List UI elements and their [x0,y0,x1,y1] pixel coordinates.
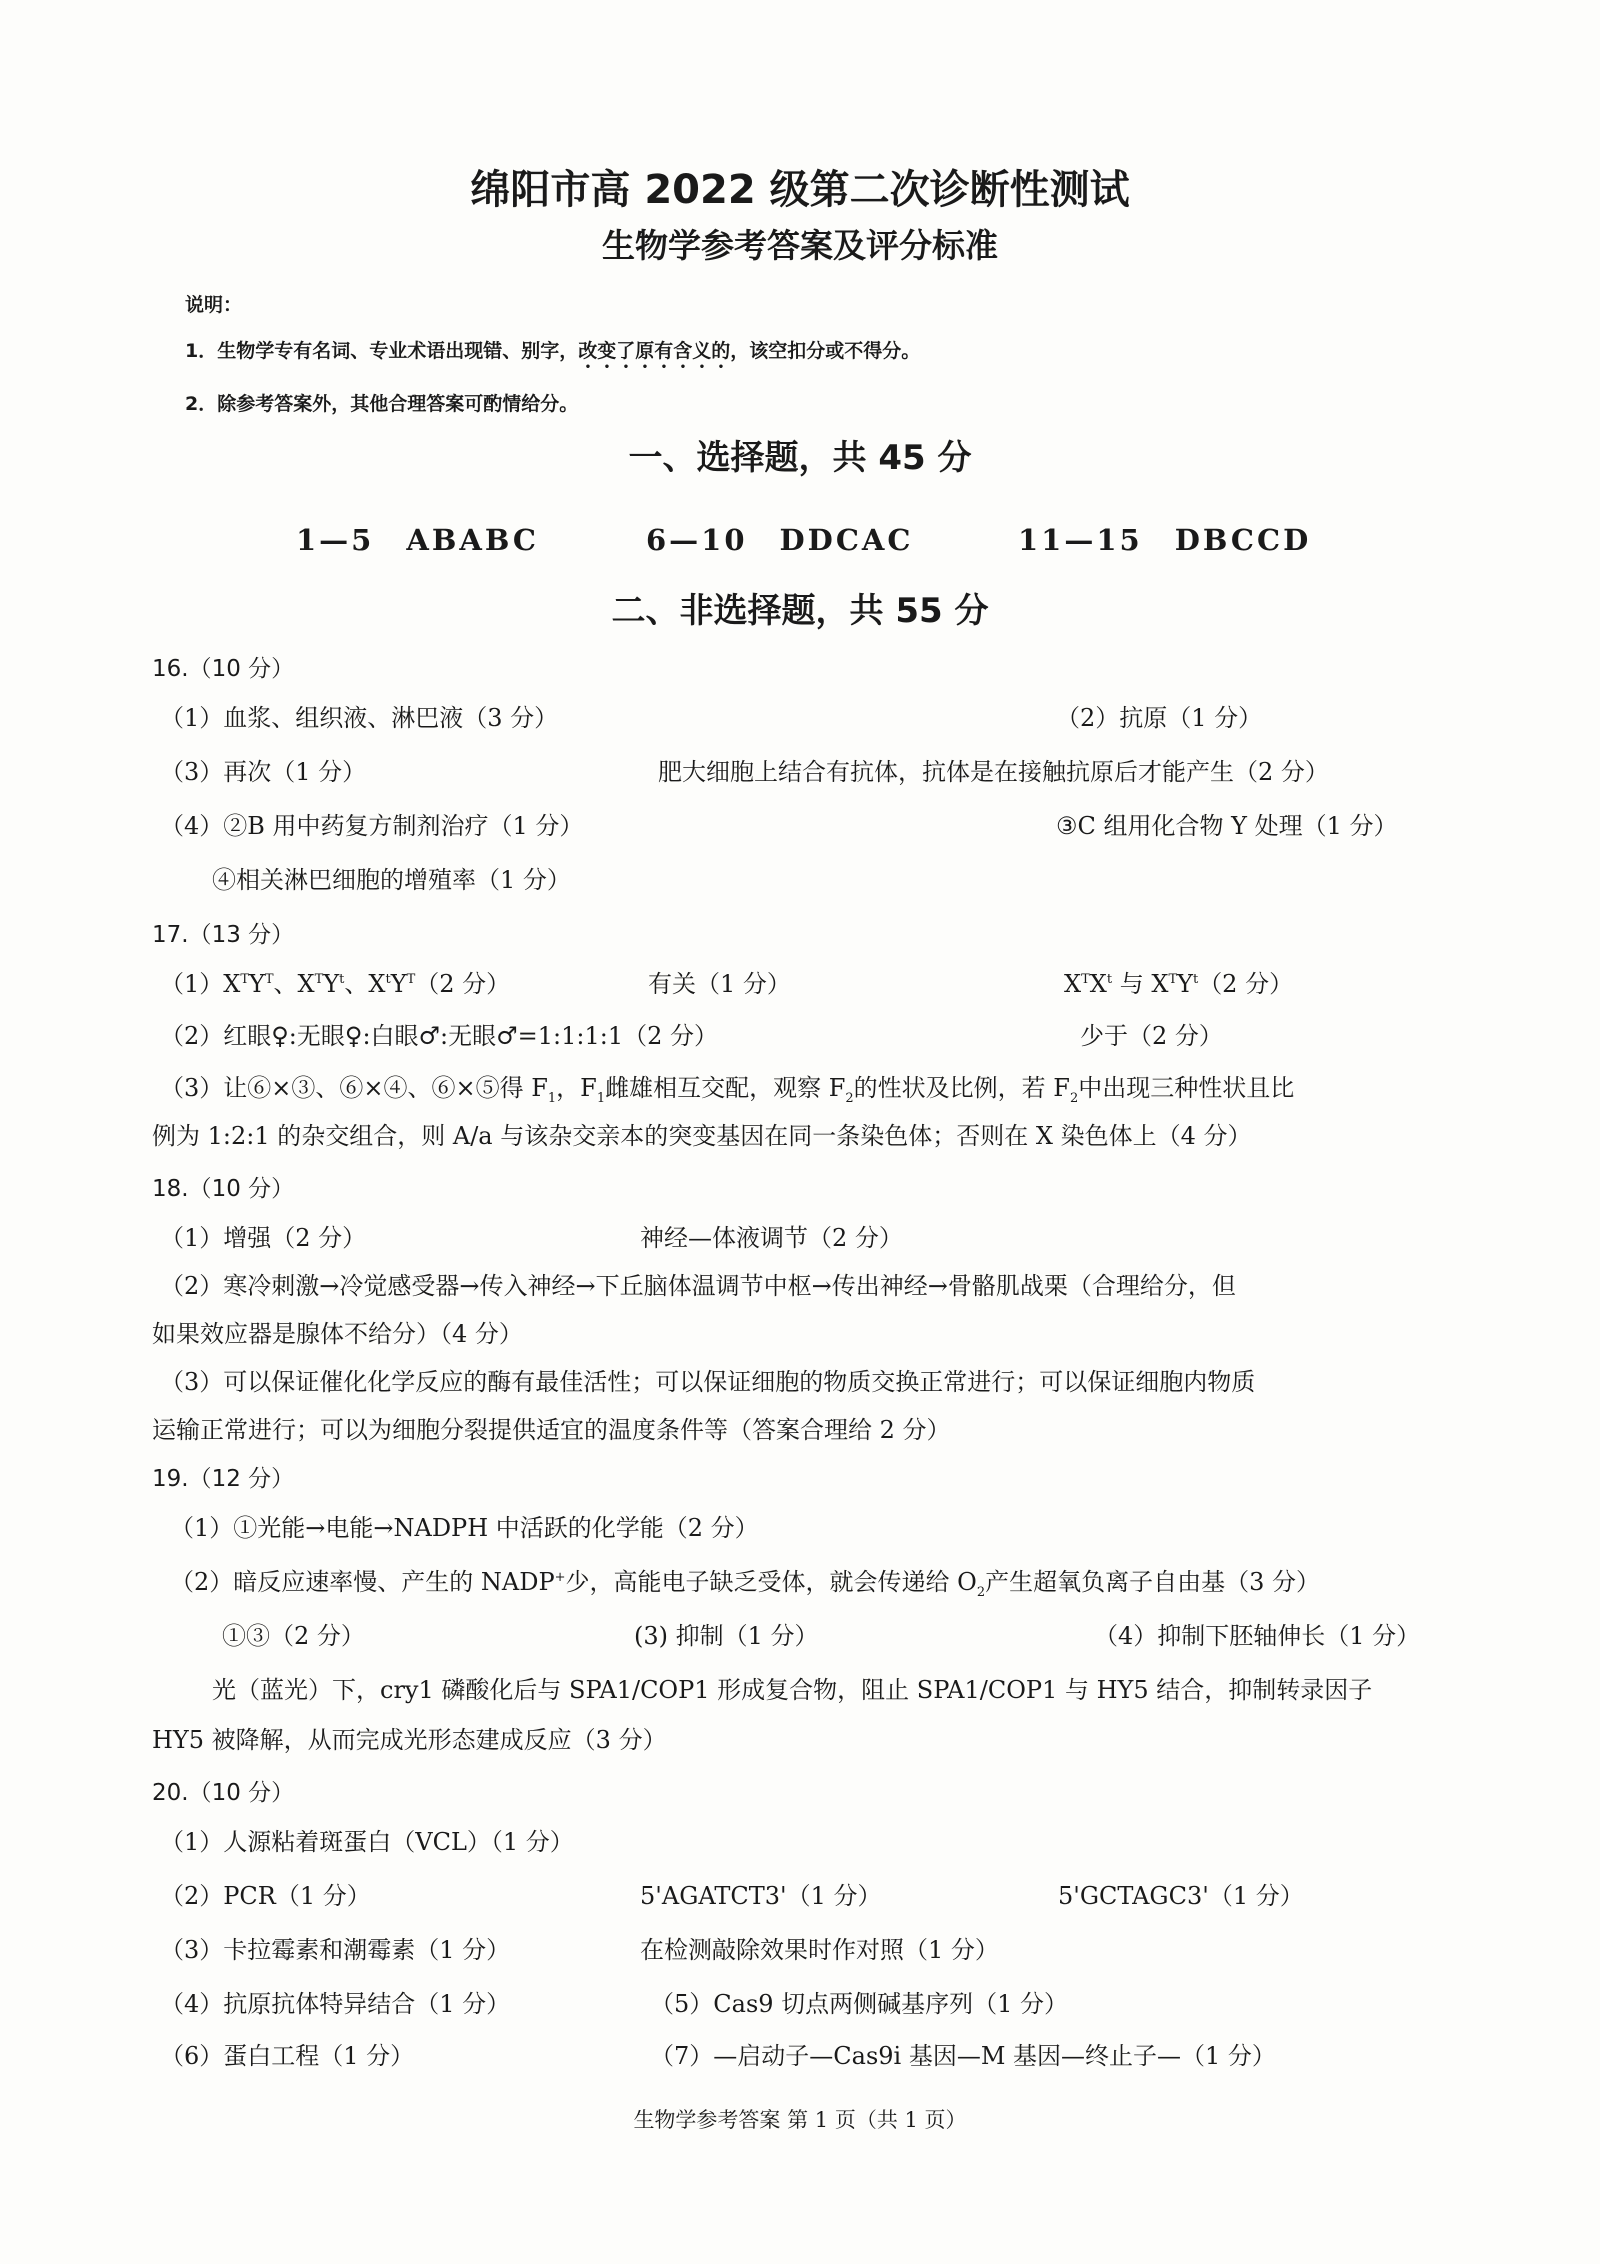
q17-answer-2b: 少于（2 分） [1080,1022,1223,1050]
page-footer: 生物学参考答案 第 1 页（共 1 页） [633,2108,967,2132]
q16-answer-4c: ④相关淋巴细胞的增殖率（1 分） [212,866,571,894]
q18-answer-1a: （1）增强（2 分） [160,1224,367,1252]
question-19-heading: 19.（12 分） [152,1466,295,1492]
note-item-1 [185,336,920,373]
q20-answer-3a: （3）卡拉霉素和潮霉素（1 分） [160,1936,511,1964]
q16-answer-1: （1）血浆、组织液、淋巴液（3 分） [160,704,559,732]
question-16-heading: 16.（10 分） [152,656,295,682]
note-item-2: 2．除参考答案外，其他合理答案可酌情给分。 [185,393,579,415]
q19-answer-5: 光（蓝光）下，cry1 磷酸化后与 SPA1/COP1 形成复合物，阻止 SPA1/COP1 与 HY5 结合，抑制转录因子 [212,1676,1373,1704]
q16-answer-4b: ③C 组用化合物 Y 处理（1 分） [1056,812,1398,840]
q20-answer-6: （6）蛋白工程（1 分） [160,2042,415,2070]
q20-answer-2a: （2）PCR（1 分） [160,1882,371,1910]
note-item-1-suffix: ，该空扣分或不得分。 [730,340,921,362]
q19-answer-2: （2）暗反应速率慢、产生的 NADP+少，高能电子缺乏受体，就会传递给 $O_2$产生超氧负离子自由基（3 分） [170,1568,1321,1600]
q20-answer-1: （1）人源粘着斑蛋白（VCL）（1 分） [160,1828,574,1856]
q16-answer-4a: （4）②B 用中药复方制剂治疗（1 分） [160,812,584,840]
q17-answer-1c: $X^TX^t$ 与 $X^TY^t(2$ 分） [1064,970,1294,998]
q20-answer-7: （7）—启动子—Cas9i 基因—M 基因—终止子—（1 分） [650,2042,1276,2070]
question-17-heading: 17.（13 分） [152,922,295,948]
q20-answer-5: （5）Cas9 切点两侧碱基序列（1 分） [650,1990,1069,2018]
q19-answer-1: （1）①光能→电能→NADPH 中活跃的化学能（2 分） [170,1514,759,1542]
q16-answer-3a: （3）再次（1 分） [160,758,367,786]
q18-answer-3-cont: 运输正常进行；可以为细胞分裂提供适宜的温度条件等（答案合理给 2 分） [152,1416,951,1444]
note-item-1-emphasis: 改变了原有含义的 [578,340,731,362]
choice-answers-11-15: 11—15 DBCCD [1018,523,1312,557]
question-18-heading: 18.（10 分） [152,1176,295,1202]
q17-answer-2a: （2）红眼♀:无眼♀:白眼♂:无眼♂=1:1:1:1（2 分） [160,1022,718,1050]
q20-answer-4: （4）抗原抗体特异结合（1 分） [160,1990,511,2018]
q18-answer-2: （2）寒冷刺激→冷觉感受器→传入神经→下丘脑体温调节中枢→传出神经→骨骼肌战栗（合理给分，但 [160,1272,1236,1300]
choice-answers-6-10: 6—10 DDCAC [646,523,914,557]
q19-answer-5-cont: HY5 被降解，从而完成光形态建成反应（3 分） [152,1726,667,1754]
q16-answer-2: （2）抗原（1 分） [1056,704,1263,732]
section-1-title: 一、选择题，共 45 分 [628,438,972,478]
q16-answer-3b: 肥大细胞上结合有抗体，抗体是在接触抗原后才能产生（2 分） [658,758,1329,786]
q20-answer-2b: 5'AGATCT3'（1 分） [640,1882,882,1910]
q17-answer-3: （3）让⑥×③、⑥×④、⑥×⑤得 $F_1$，$F_1$雌雄相互交配，观察 $F_2$的性状及比例，若 $F_2$中出现三种性状且比 [160,1074,1295,1106]
q19-answer-3: (3) 抑制（1 分） [634,1622,819,1650]
page-title: 绵阳市高 2022 级第二次诊断性测试 [470,167,1130,213]
q17-answer-1a: $(1)X^TY^T$、$X^TY^t$、$X^tY^T(2$ 分） [160,970,511,998]
choice-answers-1-5: 1—5 ABABC [296,523,539,557]
q18-answer-3: （3）可以保证催化化学反应的酶有最佳活性；可以保证细胞的物质交换正常进行；可以保证细胞内物质 [160,1368,1256,1396]
q19-answer-4: （4）抑制下胚轴伸长（1 分） [1094,1622,1421,1650]
q17-answer-1b: 有关（1 分） [648,970,791,998]
section-2-title: 二、非选择题，共 55 分 [611,591,989,631]
q20-answer-2c: 5'GCTAGC3'（1 分） [1058,1882,1304,1910]
question-20-heading: 20.（10 分） [152,1780,295,1806]
page-subtitle: 生物学参考答案及评分标准 [602,226,998,265]
q19-answer-2b: ①③（2 分） [222,1622,365,1650]
notes-heading: 说明： [185,294,243,316]
q18-answer-1b: 神经—体液调节（2 分） [640,1224,903,1252]
note-item-1-prefix: 1．生物学专有名词、专业术语出现错、别字， [185,340,579,362]
q20-answer-3b: 在检测敲除效果时作对照（1 分） [640,1936,999,1964]
q17-answer-3-cont: 例为 1:2:1 的杂交组合，则 A/a 与该杂交亲本的突变基因在同一条染色体；否则在 X 染色体上（4 分） [152,1122,1252,1150]
q18-answer-2-cont: 如果效应器是腺体不给分）（4 分） [152,1320,523,1348]
